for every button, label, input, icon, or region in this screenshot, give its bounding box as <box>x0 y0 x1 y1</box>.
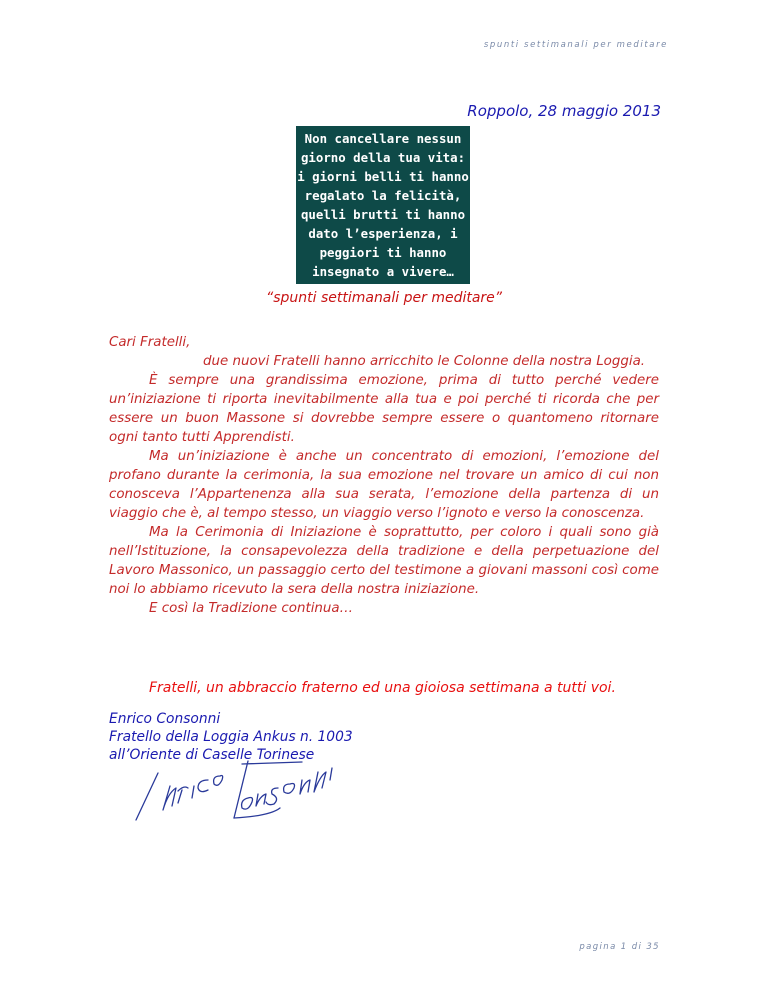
quote-line: giorno della tua vita: <box>300 150 466 165</box>
running-header: spunti settimanali per meditare <box>483 40 668 50</box>
signoff-role: Fratello della Loggia Ankus n. 1003 <box>109 729 353 745</box>
quote-line: Non cancellare nessun <box>304 131 462 146</box>
paragraph: È sempre una grandissima emozione, prima di tutto perché vedere un’iniziazione ti riporta inevitabilmente alla tua e poi perché ti ricorda che per essere un buon Massone si dovrebbe sempre essere o quantomeno ritornare ogni tanto tutti Apprendisti. <box>109 373 659 445</box>
quote-line: quelli brutti ti hanno <box>300 207 466 222</box>
closing-line: Fratelli, un abbraccio fraterno ed una gioiosa settimana a tutti voi. <box>149 680 616 696</box>
quote-line: peggiori ti hanno <box>319 245 447 260</box>
quote-line: regalato la felicità, <box>304 188 462 203</box>
quote-line: insegnato a vivere… <box>312 264 454 279</box>
paragraph: E così la Tradizione continua… <box>149 601 353 616</box>
paragraph: Ma un’iniziazione è anche un concentrato di emozioni, l’emozione del profano durante la cerimonia, la sua emozione nel trovare un amico di cui non conosceva l’Appartenenza alla sua serata, l’emozione della partenza di un viaggio che è, al tempo stesso, un viaggio verso l’ignoto e verso la conoscenza. <box>109 449 659 521</box>
quote-line: i giorni belli ti hanno <box>297 169 469 184</box>
salutation: Cari Fratelli, <box>109 335 191 350</box>
paragraph: due nuovi Fratelli hanno arricchito le Colonne della nostra Loggia. <box>203 354 646 369</box>
signoff-block <box>109 710 353 764</box>
quote-line: dato l’esperienza, i <box>308 226 458 241</box>
handwritten-signature <box>130 758 370 828</box>
subtitle: “spunti settimanali per meditare” <box>265 290 503 306</box>
paragraph: Ma la Cerimonia di Iniziazione è soprattutto, per coloro i quali sono già nell’Istituzione, la consapevolezza della tradizione e della perpetuazione del Lavoro Massonico, un passaggio certo del testimone a giovani massoni così come noi lo abbiamo ricevuto la sera della nostra iniziazione. <box>109 525 659 597</box>
signoff-name: Enrico Consonni <box>109 711 221 727</box>
date-line: Roppolo, 28 maggio 2013 <box>467 102 661 120</box>
letter-body <box>109 333 659 618</box>
page-footer: pagina 1 di 35 <box>579 942 660 952</box>
signoff-place: all’Oriente di Caselle Torinese <box>109 747 315 763</box>
quote-box <box>296 126 470 284</box>
